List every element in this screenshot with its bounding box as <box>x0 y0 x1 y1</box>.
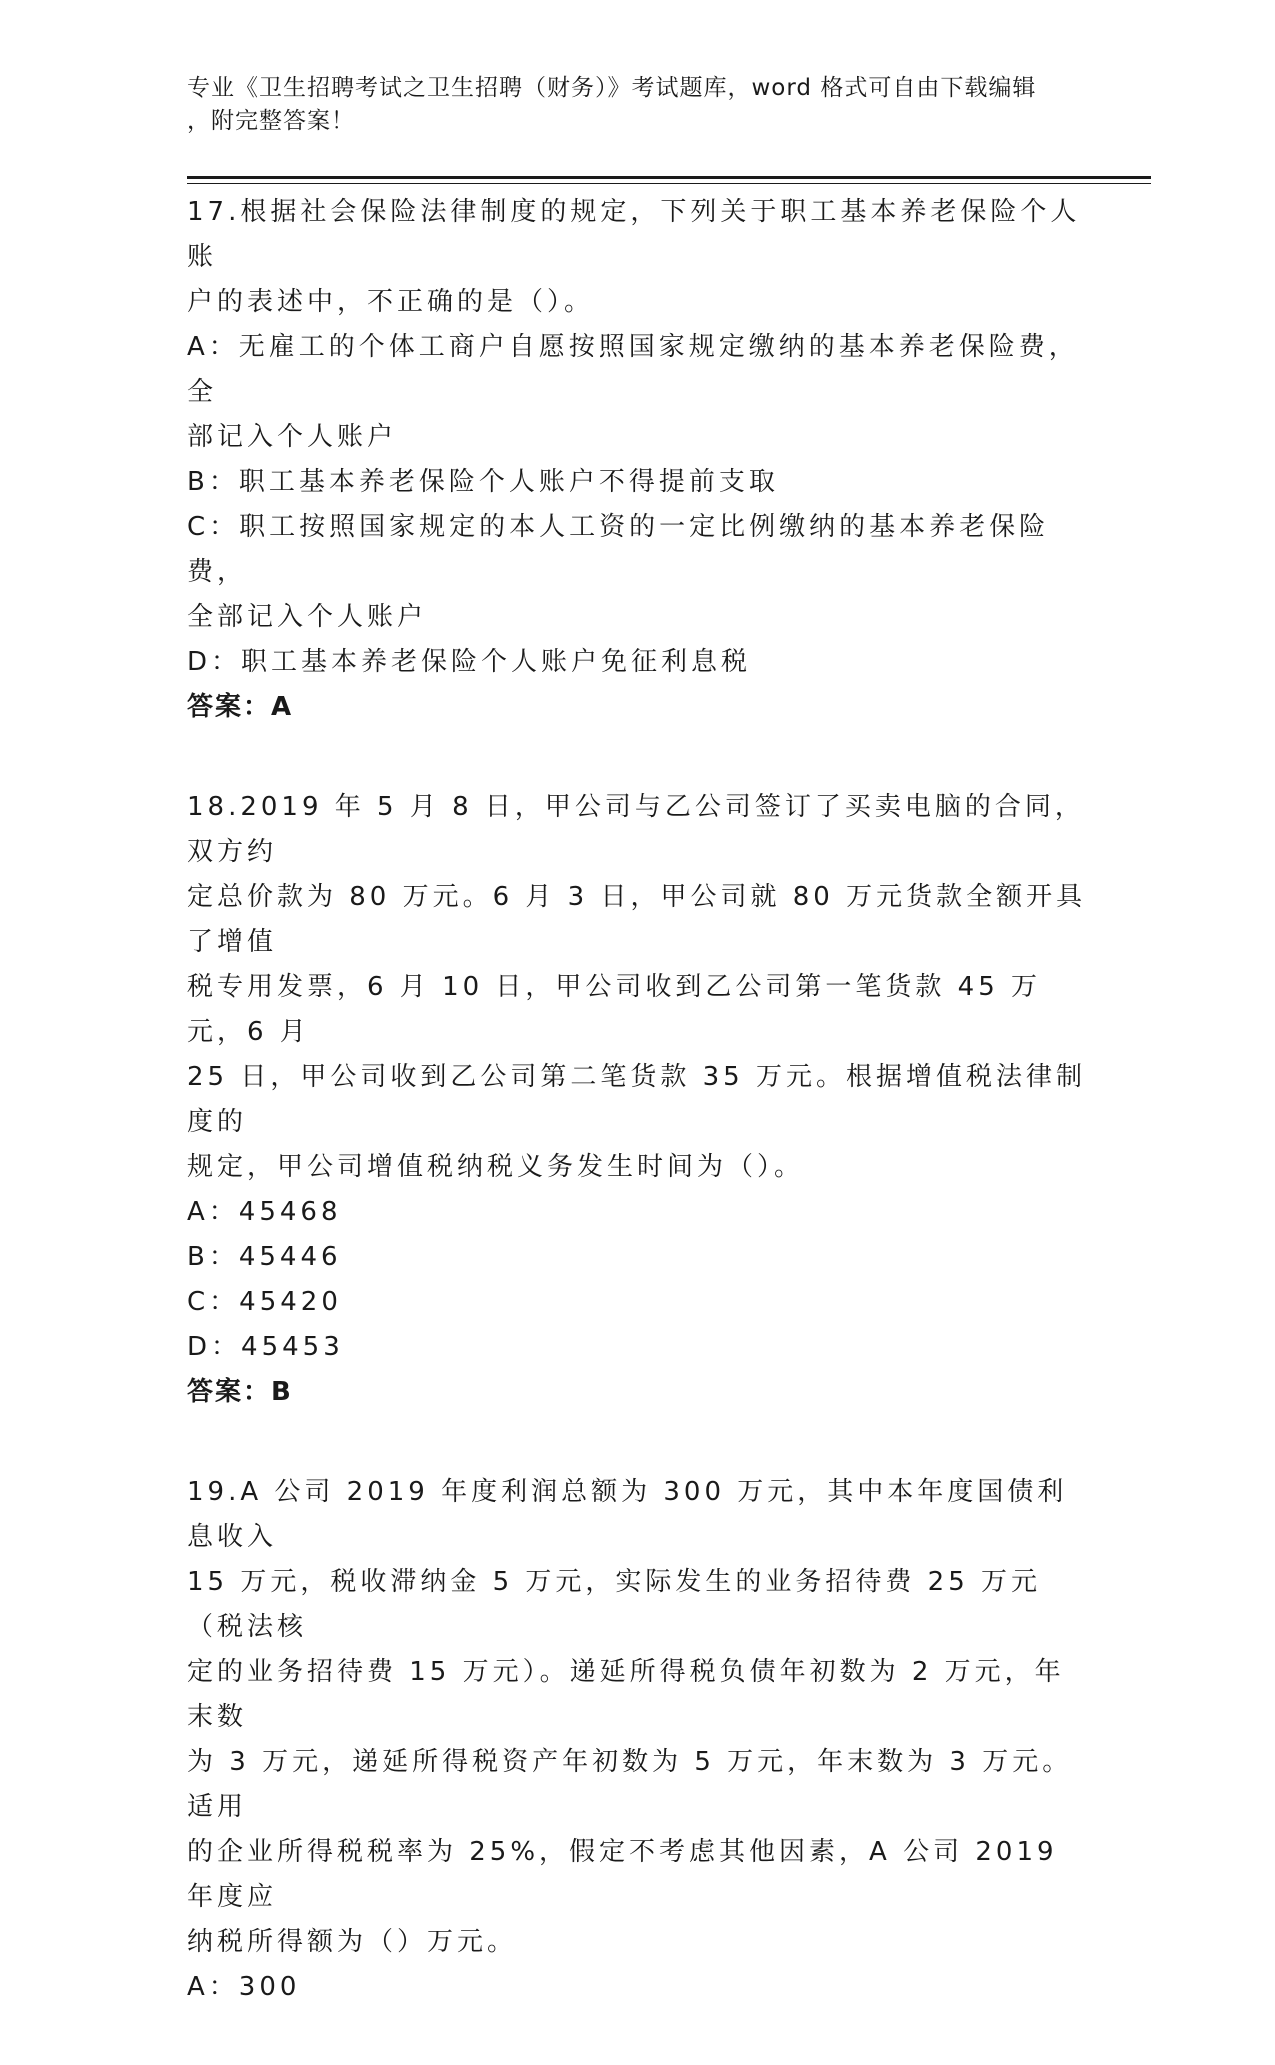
option-d: D：职工基本养老保险个人账户免征利息税 <box>187 647 752 677</box>
question-stem-line: 25 日，甲公司收到乙公司第二笔货款 35 万元。根据增值税法律制度的 <box>187 1062 1086 1137</box>
option-b: B：45446 <box>187 1242 342 1272</box>
question-stem-line: 规定，甲公司增值税纳税义务发生时间为（）。 <box>187 1152 805 1182</box>
question-stem-line: 的企业所得税税率为 25%，假定不考虑其他因素，A 公司 2019 年度应 <box>187 1837 1058 1912</box>
question-stem-line: 定总价款为 80 万元。6 月 3 日，甲公司就 80 万元货款全额开具了增值 <box>187 882 1087 957</box>
question-stem-line: 户的表述中，不正确的是（）。 <box>187 287 595 317</box>
option-a-continued: 部记入个人账户 <box>187 422 398 452</box>
question-17 <box>187 190 1087 730</box>
header-line-1: 专业《卫生招聘考试之卫生招聘（财务）》考试题库，word 格式可自由下载编辑 <box>187 75 1037 101</box>
answer-line: 答案：A <box>187 692 294 722</box>
question-stem-line: 为 3 万元，递延所得税资产年初数为 5 万元，年末数为 3 万元。适用 <box>187 1747 1073 1822</box>
question-stem-line: 18.2019 年 5 月 8 日，甲公司与乙公司签订了买卖电脑的合同，双方约 <box>187 792 1085 867</box>
question-stem-line: 17.根据社会保险法律制度的规定，下列关于职工基本养老保险个人账 <box>187 197 1081 272</box>
header-divider-thick <box>187 176 1151 179</box>
question-stem-line: 15 万元，税收滞纳金 5 万元，实际发生的业务招待费 25 万元（税法核 <box>187 1567 1042 1642</box>
question-stem-line: 纳税所得额为（）万元。 <box>187 1927 518 1957</box>
question-stem-line: 定的业务招待费 15 万元）。递延所得税负债年初数为 2 万元，年末数 <box>187 1657 1065 1732</box>
option-a: A：45468 <box>187 1197 342 1227</box>
question-19 <box>187 1470 1087 2010</box>
answer-line: 答案：B <box>187 1377 293 1407</box>
option-c: C：45420 <box>187 1287 342 1317</box>
question-list <box>187 190 1087 2065</box>
question-stem-line: 税专用发票，6 月 10 日，甲公司收到乙公司第一笔货款 45 万元，6 月 <box>187 972 1042 1047</box>
question-stem-line: 19.A 公司 2019 年度利润总额为 300 万元，其中本年度国债利息收入 <box>187 1477 1068 1552</box>
option-c: C：职工按照国家规定的本人工资的一定比例缴纳的基本养老保险费， <box>187 512 1050 587</box>
document-header <box>187 72 1087 138</box>
option-b: B：职工基本养老保险个人账户不得提前支取 <box>187 467 779 497</box>
option-a: A：300 <box>187 1972 301 2002</box>
option-a: A：无雇工的个体工商户自愿按照国家规定缴纳的基本养老保险费，全 <box>187 332 1079 407</box>
option-d: D：45453 <box>187 1332 344 1362</box>
header-divider-thin <box>187 183 1151 184</box>
option-c-continued: 全部记入个人账户 <box>187 602 428 632</box>
question-18 <box>187 785 1087 1415</box>
header-line-2: ，附完整答案！ <box>187 108 355 134</box>
